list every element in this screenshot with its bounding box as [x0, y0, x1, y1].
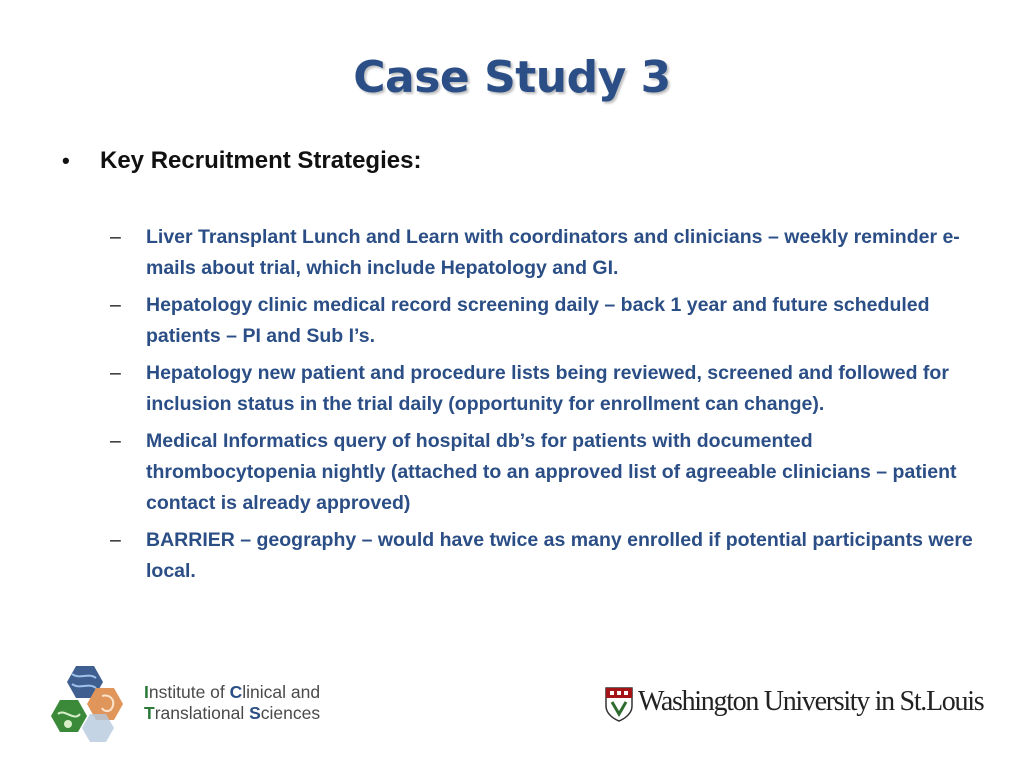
main-bullet-text: Key Recruitment Strategies:	[100, 147, 422, 174]
sub-bullet-text: Liver Transplant Lunch and Learn with coordinators and clinicians – weekly reminder e-mails about trial, which include Hepatology and GI.	[146, 226, 960, 279]
icts-logo-line-2: Translational Sciences	[144, 703, 321, 723]
sub-bullet-text: Hepatology new patient and procedure lists being reviewed, screened and followed for inclusion status in the trial daily (opportunity for enrollment can change).	[146, 362, 949, 415]
dash-icon: –	[110, 529, 121, 551]
sub-bullet-text: Hepatology clinic medical record screening daily – back 1 year and future scheduled patients – PI and Sub I’s.	[146, 294, 930, 347]
sub-bullet	[110, 222, 980, 284]
dash-icon: –	[110, 430, 121, 452]
bullet-dot-icon: •	[62, 148, 70, 173]
dash-icon: –	[110, 294, 121, 316]
sub-bullet	[110, 525, 980, 587]
sub-bullet-list	[110, 222, 980, 593]
sub-bullet-text: BARRIER – geography – would have twice as many enrolled if potential participants were local.	[146, 529, 973, 582]
icts-logo-line-1: Institute of Clinical and	[144, 682, 321, 702]
wu-shield-icon	[604, 686, 634, 722]
sub-bullet-text: Medical Informatics query of hospital db’s for patients with documented thrombocytopenia nightly (attached to an approved list of agreeable clinicians – patient contact is already approved)	[146, 430, 957, 514]
icts-logo-text	[144, 682, 320, 724]
dash-icon: –	[110, 362, 121, 384]
sub-bullet	[110, 358, 980, 420]
main-bullet	[62, 146, 421, 176]
slide-title: Case Study 3	[353, 52, 671, 103]
sub-bullet	[110, 290, 980, 352]
sub-bullet	[110, 426, 980, 519]
dash-icon: –	[110, 226, 121, 248]
wu-logo-text: Washington University in St.Louis	[638, 686, 984, 717]
